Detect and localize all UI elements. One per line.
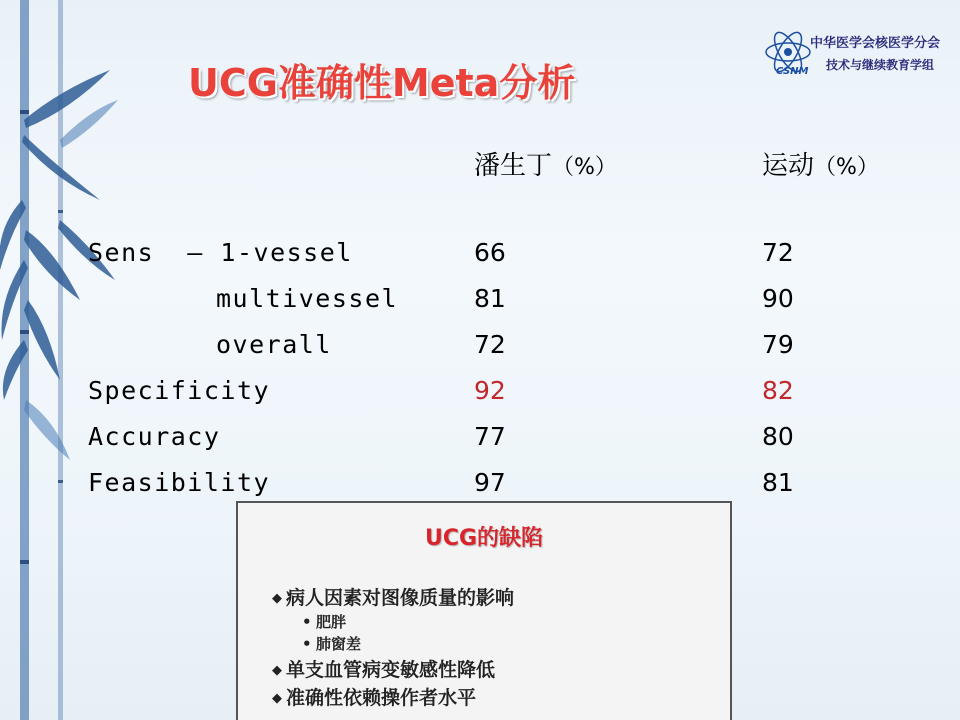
dot-bullet-icon: •	[302, 635, 312, 653]
logo-abbreviation: CSNM	[776, 66, 809, 77]
diamond-bullet-icon: ◆	[272, 691, 282, 706]
diamond-bullet-icon: ◆	[272, 591, 282, 606]
bullet-text: 单支血管病变敏感性降低	[286, 659, 496, 681]
inset-title: UCG的缺陷	[424, 526, 544, 551]
row-label-accuracy: Accuracy	[88, 422, 221, 451]
cell-value: 81	[474, 284, 506, 313]
bullet-item	[272, 583, 514, 610]
bullet-item	[272, 683, 476, 710]
sub-bullet-text: 肺窗差	[316, 635, 362, 653]
cell-value-highlight: 82	[762, 376, 794, 405]
cell-value: 90	[762, 284, 794, 313]
column-header-unit: （%）	[814, 155, 879, 180]
bullet-text: 病人因素对图像质量的影响	[286, 587, 515, 609]
row-label-feasibility: Feasibility	[88, 468, 271, 497]
column-header-unit: （%）	[552, 155, 617, 180]
column-header-label: 潘生丁	[474, 151, 553, 181]
cell-value: 72	[474, 330, 506, 359]
column-header-label: 运动	[762, 151, 815, 181]
dot-bullet-icon: •	[302, 613, 312, 631]
cell-value: 72	[762, 238, 794, 267]
bullet-item	[272, 655, 495, 682]
csnm-logo	[762, 26, 952, 86]
slide-title: UCG准确性Meta分析	[188, 61, 576, 105]
row-label-overall: overall	[216, 330, 332, 359]
sub-bullet-item	[302, 633, 361, 654]
bamboo-decoration	[0, 0, 120, 720]
cell-value-highlight: 92	[474, 376, 506, 405]
sub-bullet-text: 肥胖	[316, 613, 347, 631]
cell-value: 77	[474, 422, 506, 451]
cell-value: 79	[762, 330, 794, 359]
logo-line-2: 技术与继续教育学组	[826, 58, 935, 72]
column-header-exercise	[762, 145, 879, 182]
ucg-limitations-inset	[236, 501, 732, 720]
row-label-sens-1-vessel: Sens – 1-vessel	[88, 238, 353, 267]
row-label-multivessel: multivessel	[216, 284, 399, 313]
column-header-dipyridamole	[474, 145, 617, 182]
cell-value: 80	[762, 422, 794, 451]
cell-value: 66	[474, 238, 506, 267]
sub-bullet-item	[302, 611, 346, 632]
logo-line-1: 中华医学会核医学分会	[810, 36, 941, 51]
row-label-specificity: Specificity	[88, 376, 271, 405]
cell-value: 81	[762, 468, 794, 497]
cell-value: 97	[474, 468, 506, 497]
diamond-bullet-icon: ◆	[272, 663, 282, 678]
bullet-text: 准确性依赖操作者水平	[286, 687, 477, 709]
